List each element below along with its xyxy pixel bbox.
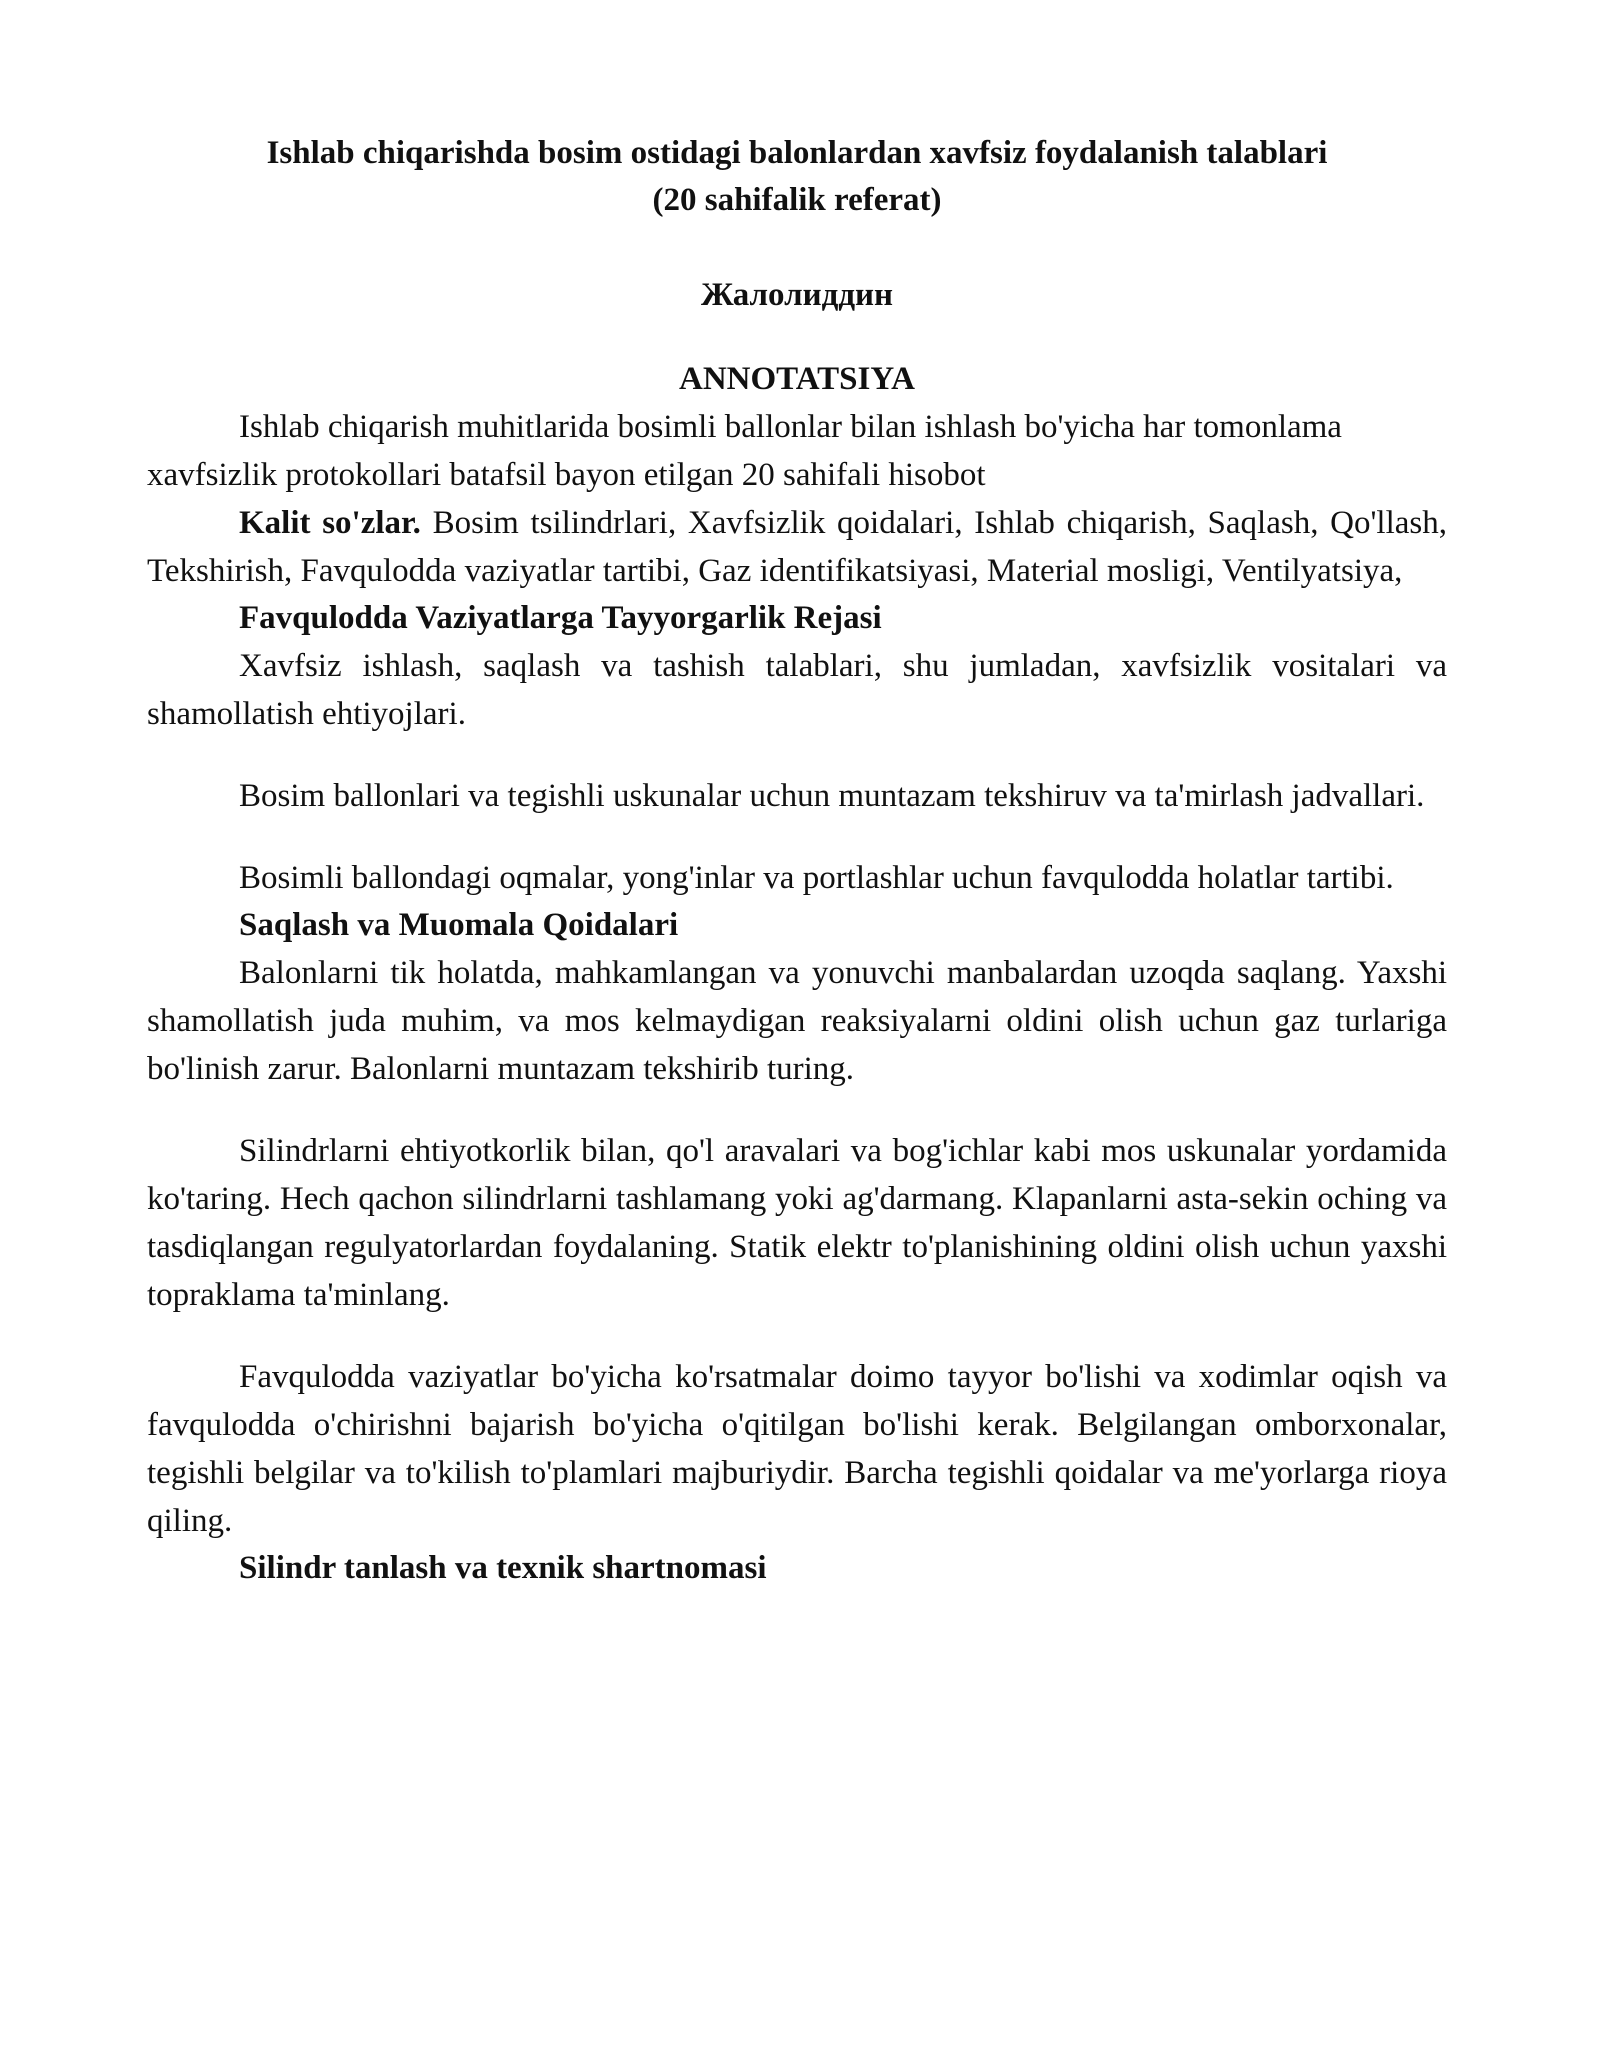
section-paragraph: Bosimli ballondagi oqmalar, yong'inlar va portlashlar uchun favqulodda holatlar tartibi. [239,860,1394,896]
section-paragraph: Bosim ballonlari va tegishli uskunalar uchun muntazam tekshiruv va ta'mirlash jadvallari. [239,778,1425,814]
document-subtitle-line: (20 sahifalik referat) [652,182,942,218]
document-title [147,130,1447,224]
keywords-paragraph [147,499,1447,595]
section-paragraph: Favqulodda vaziyatlar bo'yicha ko'rsatmalar doimo tayyor bo'lishi va xodimlar oqish va favqulodda o'chirishni bajarish bo'yicha o'qitilgan bo'lishi kerak. Belgilangan omborxonalar, tegishli belgilar va to'kilish to'plamlari majburiydir. Barcha tegishli qoidalar va me'yorlarga rioya qiling. [147,1359,1447,1539]
document-page [147,130,1447,1592]
section-paragraph: Xavfsiz ishlash, saqlash va tashish talablari, shu jumladan, xavfsizlik vositalari va shamollatish ehtiyojlari. [147,648,1447,732]
keywords-text: Bosim tsilindrlari, Xavfsizlik qoidalari, Ishlab chiqarish, Saqlash, Qo'llash, Tekshirish, Favqulodda vaziyatlar tartibi, Gaz identifikatsiyasi, Material mosligi, Ventilyatsiya, [147,505,1447,589]
section-heading-cylinder: Silindr tanlash va texnik shartnomasi [239,1550,767,1586]
document-title-line: Ishlab chiqarishda bosim ostidagi balonlardan xavfsiz foydalanish talablari [266,135,1328,171]
annotation-paragraph: Ishlab chiqarish muhitlarida bosimli ballonlar bilan ishlash bo'yicha har tomonlama xavfsizlik protokollari batafsil bayon etilgan 20 sahifali hisobot [147,409,1342,493]
section-paragraph: Silindrlarni ehtiyotkorlik bilan, qo'l aravalari va bog'ichlar kabi mos uskunalar yordamida ko'taring. Hech qachon silindrlarni tashlamang yoki ag'darmang. Klapanlarni asta-sekin oching va tasdiqlangan regulyatorlardan foydalaning. Statik elektr to'planishining oldini olish uchun yaxshi topraklama ta'minlang. [147,1133,1447,1313]
section-heading-storage: Saqlash va Muomala Qoidalari [239,907,679,943]
annotation-heading: ANNOTATSIYA [679,361,915,397]
section-paragraph: Balonlarni tik holatda, mahkamlangan va yonuvchi manbalardan uzoqda saqlang. Yaxshi shamollatish juda muhim, va mos kelmaydigan reaksiyalarni oldini olish uchun gaz turlariga bo'linish zarur. Balonlarni muntazam tekshirib turing. [147,955,1447,1087]
keywords-label: Kalit so'zlar. [239,505,421,541]
author-name: Жалолиддин [700,277,894,313]
section-heading-emergency: Favqulodda Vaziyatlarga Tayyorgarlik Rejasi [239,600,882,636]
